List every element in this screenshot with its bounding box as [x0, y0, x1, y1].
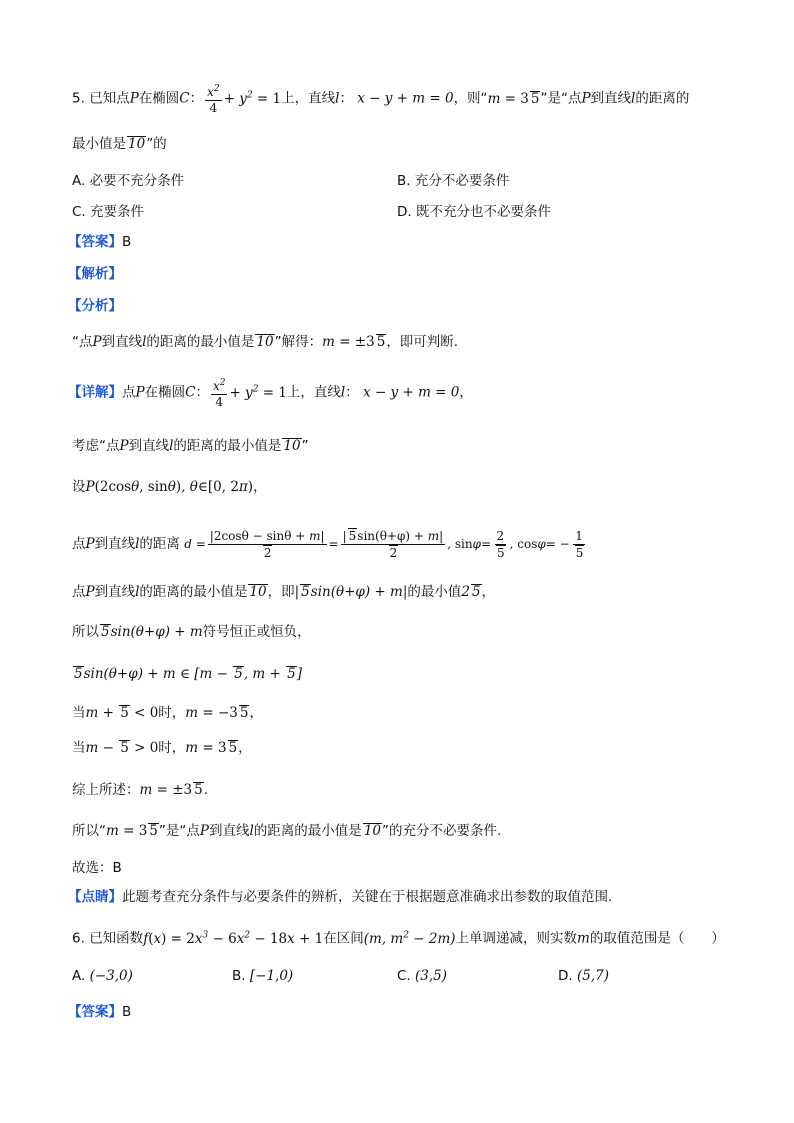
q5-case2: 当m − 5 > 0时，m = 3 5， [72, 740, 252, 756]
q5-stem-line1: 5. 已知点P在椭圆C： $\frac{x^2}{4}$ + $y^2 = 1$上，直线l： x − y + m = 0，则“m = 3 5”是“点P到直线l的距离的 [72, 84, 690, 115]
q5-conclusion: 所以“m = 3 5”是“点P到直线l的距离的最小值是 10”的充分不必要条件. [72, 823, 502, 839]
q6-option-a: A. (−3,0) [72, 968, 133, 984]
q5-option-d: D. 既不充分也不必要条件 [397, 204, 551, 220]
sqrt-10: 10 [128, 136, 146, 152]
q5-range: 5sin(θ+φ) + m ∈ [m − 5, m + 5] [74, 666, 303, 682]
var-l: l [631, 90, 636, 107]
ellipse-equation: $\frac{x^2}{4}$ + $y^2 = 1$ [207, 84, 282, 115]
q5-text: ”的 [146, 136, 167, 152]
q6-answer: 【答案】B [68, 1004, 132, 1020]
q5-number: 5. [72, 90, 85, 107]
q5-text: 在椭圆 [138, 90, 180, 107]
q5-detail-line: 【详解】点P在椭圆C： $\frac{x^2}{4}$ + $y^2 = 1$上，直线l： x − y + m = 0， [68, 378, 473, 409]
q5-distance-formula: 点P到直线l的距离 d = $\frac{|2\cos\theta - \sin\theta + m|}{2}$ = $\frac{| 5\sin(\theta+\varphi) + m|}{2}$ , sinφ= $\frac{2}{5}$ , cosφ= − $\frac{1}{5}$ [72, 528, 584, 560]
q5-option-c: C. 充要条件 [72, 204, 145, 220]
q5-text: ，则“ [453, 90, 488, 107]
q5-answer: 【答案】B [68, 234, 132, 250]
q5-text: 最小值是 [72, 136, 126, 152]
line-equation: x − y + m = 0 [357, 90, 454, 107]
q5-consider: 考虑“点P到直线l的距离的最小值是 10” [72, 438, 309, 454]
cond-m: m = 3 5 [487, 90, 540, 107]
q5-comment: 【点睛】此题考查充分条件与必要条件的辨析，关键在于根据题意准确求出参数的取值范围. [68, 889, 613, 905]
q5-min-distance: 点P到直线l的距离的最小值是 10，即| 5sin(θ+φ) + m|的最小值2 5， [72, 584, 496, 600]
q5-text: 已知点 [89, 90, 130, 107]
q5-jiexi: 【解析】 [68, 266, 122, 282]
q6-option-b: B. [−1,0) [232, 968, 294, 984]
q6-option-c: C. (3,5) [397, 968, 448, 984]
q5-text: 上，直线 [281, 90, 336, 107]
q5-set-point: 设P(2cosθ, sinθ), θ∈[0, 2π)， [72, 479, 267, 495]
var-p: P [129, 90, 139, 107]
var-c: C [179, 90, 190, 107]
q5-text: 到直线 [590, 90, 632, 107]
var-p: P [581, 90, 591, 107]
var-l: l [335, 90, 340, 107]
q5-option-b: B. 充分不必要条件 [397, 173, 510, 189]
q5-text: 的距离的 [635, 90, 690, 107]
q5-choose: 故选：B [72, 860, 122, 876]
q6-option-d: D. (5,7) [558, 968, 609, 984]
q5-sign-constant: 所以 5sin(θ+φ) + m符号恒正或恒负， [72, 624, 311, 640]
q5-text: ”是“点 [540, 90, 582, 107]
q5-case1: 当m + 5 < 0时，m = −3 5， [72, 705, 263, 721]
q5-stem-line2 [72, 134, 167, 154]
q5-fenxi: 【分析】 [68, 298, 122, 314]
q6-stem: 6. 已知函数$f(x) = 2x^3 - 6x^2 - 18x + 1$在区间(m, $m^2 - 2m$)上单调递减，则实数m的取值范围是（ ） [72, 930, 725, 947]
q5-analysis: “点P到直线l的距离的最小值是 10”解得：m = ±3 5，即可判断. [72, 334, 459, 350]
q5-option-a: A. 必要不充分条件 [72, 173, 185, 189]
q5-summary: 综上所述：m = ±3 5. [72, 782, 208, 798]
